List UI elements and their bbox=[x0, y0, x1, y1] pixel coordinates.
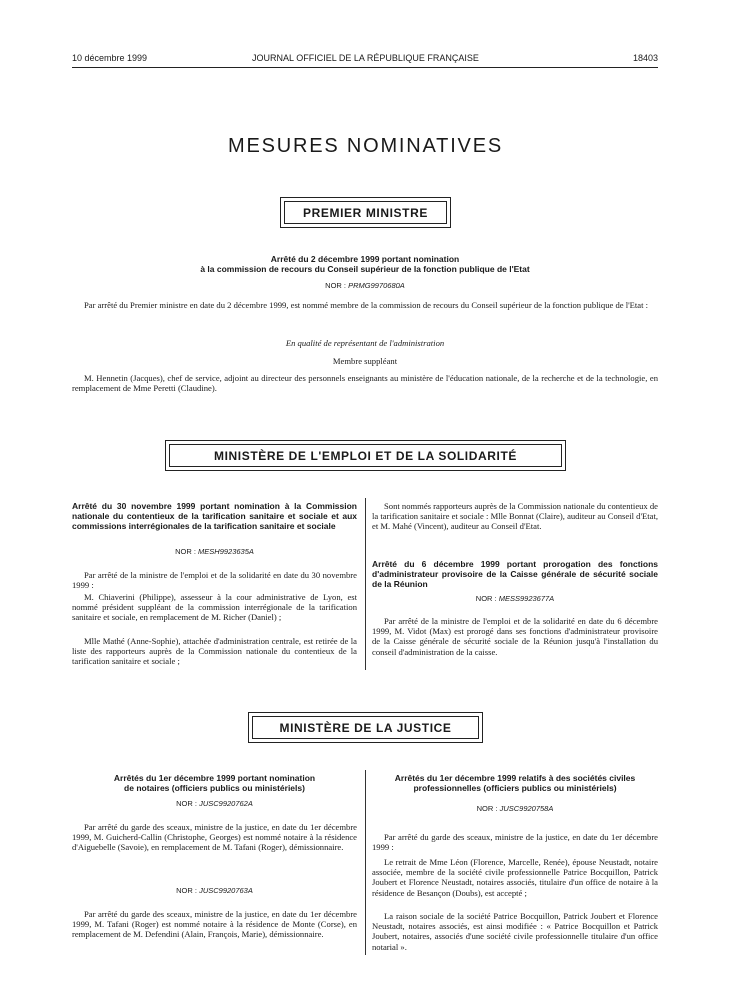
decree-heading-line: Arrêté du 2 décembre 1999 portant nomination bbox=[270, 254, 460, 264]
decree-paragraph: Par arrêté du garde des sceaux, ministre de la justice, en date du 1er décembre 1999 : bbox=[372, 832, 658, 853]
column-divider bbox=[365, 498, 366, 670]
section-box-premier-ministre bbox=[280, 197, 451, 228]
nor-reference: NOR : JUSC9920762A bbox=[176, 799, 253, 808]
decree-paragraph: M. Hennetin (Jacques), chef de service, adjoint au directeur des personnels enseignants au ministère de l'éducation nationale, de la recherche et de la technologie, en remplacement de Mme Peretti (Claudine). bbox=[72, 373, 658, 394]
decree-heading-line: de notaires (officiers publics ou ministériels) bbox=[124, 783, 305, 793]
section-title: MINISTÈRE DE LA JUSTICE bbox=[279, 720, 452, 735]
decree-paragraph: Mlle Mathé (Anne-Sophie), attachée d'administration centrale, est retirée de la liste des rapporteurs auprès de la Commission nationale du contentieux de la tarification sanitaire et sociale ; bbox=[72, 636, 357, 667]
decree-heading-line: Arrêtés du 1er décembre 1999 relatifs à des sociétés civiles bbox=[394, 773, 636, 783]
page-title: MESURES NOMINATIVES bbox=[228, 135, 503, 157]
nor-reference: NOR : MESH9923635A bbox=[175, 547, 254, 556]
decree-paragraph: Le retrait de Mme Léon (Florence, Marcelle, Renée), épouse Neustadt, notaire associée, membre de la société civile professionnelle Patrice Bocquillon, Patrick Joubert et Florence Neustadt, notaires associés, titulaire d'un office de notaire à la résidence de Besançon (Doubs), est accepté ; bbox=[372, 857, 658, 898]
decree-heading-line: à la commission de recours du Conseil supérieur de la fonction publique de l'Etat bbox=[200, 264, 530, 274]
decree-paragraph: Par arrêté du Premier ministre en date du 2 décembre 1999, est nommé membre de la commission de recours du Conseil supérieur de la fonction publique de l'Etat : bbox=[84, 300, 649, 310]
decree-subheading: En qualité de représentant de l'administration bbox=[285, 338, 445, 348]
nor-reference: NOR : MESS9923677A bbox=[475, 594, 555, 603]
decree-heading bbox=[372, 773, 658, 793]
nor-reference: NOR : PRMG9970680A bbox=[325, 281, 405, 290]
section-box-justice bbox=[248, 712, 483, 743]
decree-paragraph: Par arrêté de la ministre de l'emploi et de la solidarité en date du 30 novembre 1999 : bbox=[72, 570, 357, 591]
decree-heading bbox=[72, 254, 658, 274]
column-divider bbox=[365, 770, 366, 955]
decree-paragraph: M. Chiaverini (Philippe), assesseur à la cour administrative de Lyon, est nommé président suppléant de la commission interrégionale de la tarification sanitaire et sociale, en remplacement de M. Richer (Daniel) ; bbox=[72, 592, 357, 623]
decree-heading-line: Arrêtés du 1er décembre 1999 portant nomination bbox=[113, 773, 316, 783]
header-date: 10 décembre 1999 bbox=[72, 53, 148, 63]
decree-paragraph: Par arrêté du garde des sceaux, ministre de la justice, en date du 1er décembre 1999, M. Guicherd-Callin (Christophe, Georges) est nommé notaire à la résidence d'Aiguebelle (Savoie), en remplacement de M. Tafani (Roger), démissionnaire. bbox=[72, 822, 357, 853]
header-rule bbox=[72, 67, 658, 68]
decree-heading: Arrêté du 30 novembre 1999 portant nomination à la Commission nationale du contentieux de la tarification sanitaire et sociale et aux commissions interrégionales de la tarification sanitaire et sociale bbox=[72, 501, 357, 531]
decree-paragraph: Par arrêté de la ministre de l'emploi et de la solidarité en date du 6 décembre 1999, M. Vidot (Max) est prorogé dans ses fonctions d'administrateur provisoire de la Caisse générale de sécurité sociale de la Réunion jusqu'à l'installation du conseil d'administration de la caisse. bbox=[372, 616, 658, 657]
decree-heading-line: professionnelles (officiers publics ou ministériels) bbox=[413, 783, 617, 793]
decree-heading: Arrêté du 6 décembre 1999 portant prorogation des fonctions d'administrateur provisoire de la Caisse générale de sécurité sociale de la Réunion bbox=[372, 559, 658, 589]
decree-subheading: Membre suppléant bbox=[332, 356, 398, 366]
header-page-number: 18403 bbox=[632, 53, 658, 63]
header-journal-title: JOURNAL OFFICIEL DE LA RÉPUBLIQUE FRANÇAISE bbox=[252, 53, 479, 63]
decree-paragraph: Par arrêté du garde des sceaux, ministre de la justice, en date du 1er décembre 1999, M. Tafani (Roger) est nommé notaire à la résidence de Monte (Corse), en remplacement de M. Defendini (Alain, François, Marie), démissionnaire. bbox=[72, 909, 357, 940]
nor-reference: NOR : JUSC9920763A bbox=[176, 886, 253, 895]
section-title: PREMIER MINISTRE bbox=[303, 205, 428, 220]
decree-heading bbox=[72, 773, 357, 793]
nor-reference: NOR : JUSC9920758A bbox=[476, 804, 554, 813]
section-box-emploi-solidarite bbox=[165, 440, 566, 471]
decree-paragraph: Sont nommés rapporteurs auprès de la Commission nationale du contentieux de la tarification sanitaire et sociale : Mlle Bonnat (Claire), auditeur au Conseil d'Etat, et M. Mahé (Vincent), auditeur au Conseil d'Etat. bbox=[372, 501, 658, 532]
decree-paragraph: La raison sociale de la société Patrice Bocquillon, Patrick Joubert et Florence Neustadt, notaires associés, est ainsi modifiée : « Patrice Bocquillon et Patrick Joubert, notaires, associés d'une société civile professionnelle titulaire d'un office notarial ». bbox=[372, 911, 658, 952]
section-title: MINISTÈRE DE L'EMPLOI ET DE LA SOLIDARITÉ bbox=[213, 448, 518, 463]
